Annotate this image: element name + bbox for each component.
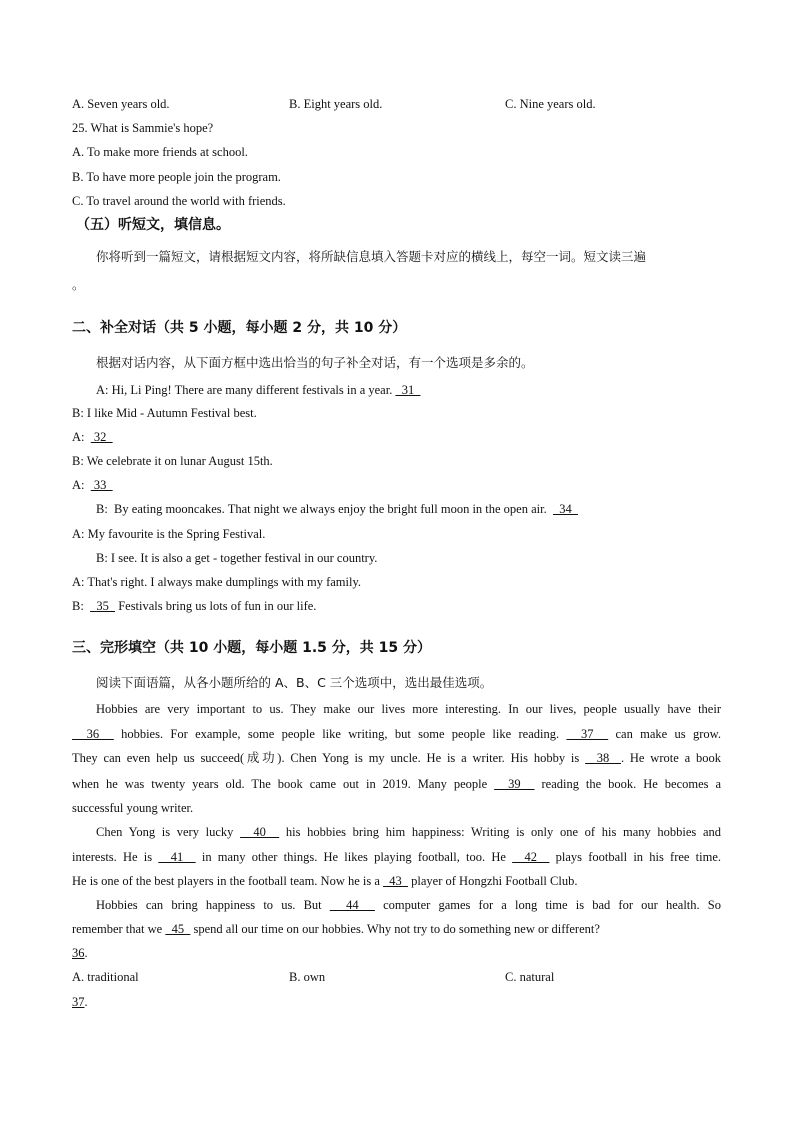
passage-line: Hobbies are very important to us. They make our lives more interesting. In our lives, people usually have their [96,702,721,716]
option-b: B. To have more people join the program. [72,170,281,184]
dialogue-line: A: 33 [72,478,113,492]
dialogue-line: B: I see. It is also a get - together festival in our country. [96,551,378,565]
dialogue-line: A: Hi, Li Ping! There are many different festivals in a year. 31 [96,383,421,397]
blank-39: 39 [494,777,535,791]
blank-33: 33 [90,478,113,492]
blank-44: 44 [329,898,375,912]
dialogue-line: B: We celebrate it on lunar August 15th. [72,454,273,468]
blank-35: 35 [90,599,116,613]
passage-line: Hobbies can bring happiness to us. But 44 computer games for a long time is bad for our health. So [96,898,721,912]
dialogue-line: B: By eating mooncakes. That night we always enjoy the bright full moon in the open air. 34 [96,502,578,516]
passage-line: remember that we 45 spend all our time on our hobbies. Why not try to do something new or different? [72,922,600,936]
blank-38: 38 [585,751,621,765]
dialogue-line: A: 32 [72,430,113,444]
option-a: A. To make more friends at school. [72,145,248,159]
blank-34: 34 [552,502,578,516]
passage-line: interests. He is 41 in many other things. He likes playing football, too. He 42 plays football in his free time. [72,850,722,864]
option-a: A. Seven years old. [72,97,170,111]
part5-instruction: 你将听到一篇短文，请根据短文内容，将所缺信息填入答题卡对应的横线上，每空一词。短文读三遍 [96,249,647,264]
section3-heading: 三、完形填空（共 10 小题，每小题 1.5 分，共 15 分） [72,640,432,656]
passage-line: when he was twenty years old. The book came out in 2019. Many people 39 reading the book. He becomes a [72,777,722,791]
blank-36: 36 [72,727,114,741]
passage-line: He is one of the best players in the football team. Now he is a 43 player of Hongzhi Football Club. [72,874,578,888]
question-37-number: 37. [72,995,88,1009]
option-c: C. Nine years old. [505,97,596,111]
part5-heading: （五）听短文，填信息。 [76,217,230,233]
question-36-number: 36. [72,946,88,960]
passage-line: Chen Yong is very lucky 40 his hobbies bring him happiness: Writing is only one of his many hobbies and [96,825,721,839]
blank-43: 43 [383,874,409,888]
blank-45: 45 [165,922,191,936]
dialogue-line: B: I like Mid - Autumn Festival best. [72,406,257,420]
section2-instruction: 根据对话内容，从下面方框中选出恰当的句子补全对话，有一个选项是多余的。 [96,355,534,370]
dialogue-line: A: My favourite is the Spring Festival. [72,527,266,541]
dialogue-line: A: That's right. I always make dumplings with my family. [72,575,362,589]
blank-41: 41 [158,850,196,864]
blank-40: 40 [240,825,280,839]
option-b: B. Eight years old. [289,97,383,111]
option-b: B. own [289,970,326,984]
question-25: 25. What is Sammie's hope? [72,121,214,135]
option-c: C. natural [505,970,555,984]
passage-line: 36 hobbies. For example, some people like writing, but some people like reading. 37 can make us grow. [72,727,721,741]
dialogue-line: B: 35 Festivals bring us lots of fun in our life. [72,599,317,613]
option-c: C. To travel around the world with friends. [72,194,286,208]
blank-42: 42 [512,850,550,864]
blank-37: 37 [566,727,609,741]
option-a: A. traditional [72,970,139,984]
passage-line: successful young writer. [72,801,194,815]
section2-heading: 二、补全对话（共 5 小题，每小题 2 分，共 10 分） [72,320,407,336]
blank-31: 31 [395,383,421,397]
section3-instruction: 阅读下面语篇，从各小题所给的 A、B、C 三个选项中，选出最佳选项。 [96,675,493,690]
part5-instruction-end: 。 [72,277,85,292]
passage-line: They can even help us succeed(成功). Chen Yong is my uncle. He is a writer. His hobby is 38 . He wrote a book [72,751,721,765]
blank-32: 32 [90,430,113,444]
